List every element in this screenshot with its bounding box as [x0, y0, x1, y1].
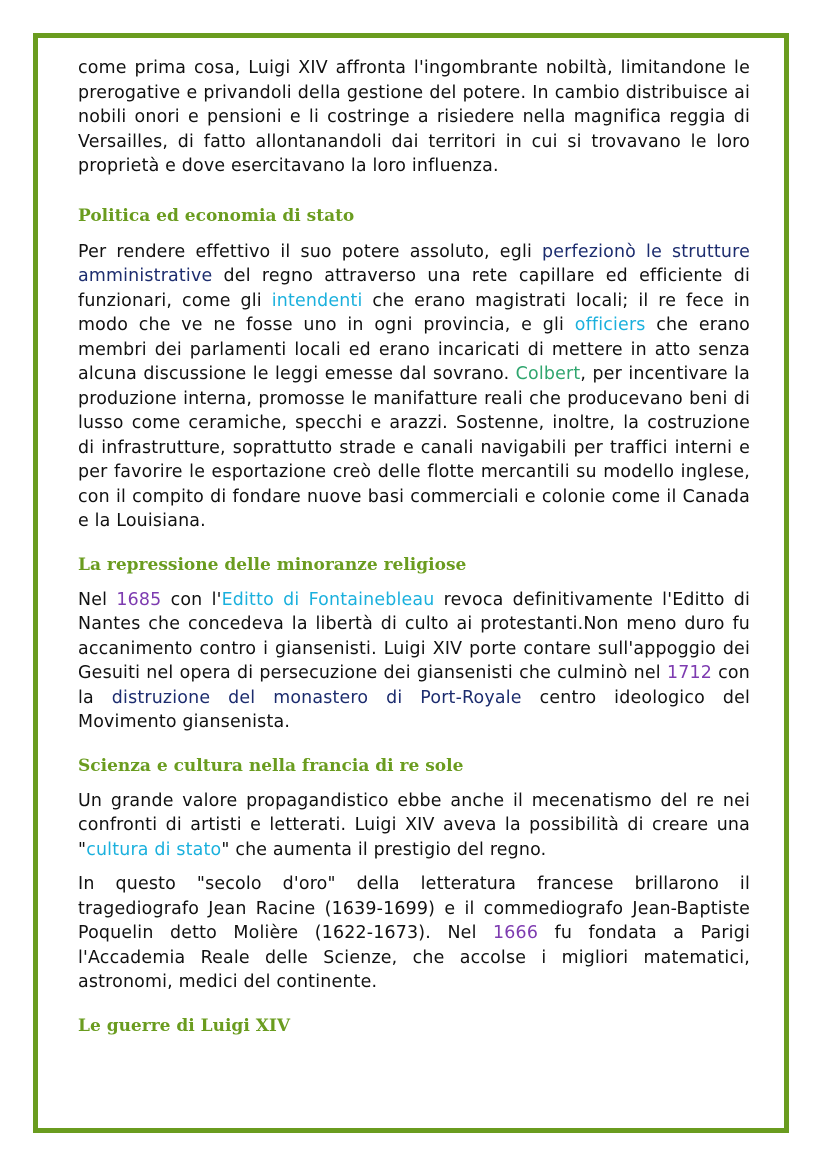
- keyword-cultura-di-stato: cultura di stato: [86, 839, 222, 860]
- heading-repressione: La repressione delle minoranze religiose: [78, 554, 467, 575]
- keyword-editto-fontainebleau: Editto di Fontainebleau: [221, 589, 435, 610]
- keyword-intendenti: intendenti: [271, 290, 363, 311]
- paragraph-secolo-oro: In questo "secolo d'oro" della letteratura francese brillarono il tragediografo Jean Racine (1639-1699) e il commediografo Jean-Baptiste Poquelin detto Molière (1622-1673). Nel 1666 fu fondata a Parigi l'Accademia Reale delle Scienze, che accolse i migliori matematici, astronomi, medici del continente.: [78, 874, 750, 992]
- keyword-1666: 1666: [493, 923, 539, 943]
- heading-guerre: Le guerre di Luigi XIV: [78, 1015, 291, 1036]
- paragraph-politica: Per rendere effettivo il suo potere assoluto, egli perfezionò le strutture amministrative del regno attraverso una rete capillare ed efficiente di funzionari, come gli intendenti che erano magistrati locali; il re fece in modo che ve ne fosse uno in ogni provincia, e gli officiers che erano membri dei parlamenti locali ed erano incaricati di mettere in atto senza alcuna discussione le leggi emesse dal sovrano. Colbert, per incentivare la produzione interna, promosse le manifatture reali che producevano beni di lusso come ceramiche, specchi e arazzi. Sostenne, inoltre, la costruzione di infrastrutture, soprattutto strade e canali navigabili per traffici interni e per favorire le esportazione creò delle flotte mercantili su modello inglese, con il compito di fondare nuove basi commerciali e colonie come il Canada e la Louisiana.: [78, 241, 751, 531]
- keyword-1685: 1685: [116, 589, 162, 610]
- document-body: [78, 56, 750, 1037]
- paragraph-repressione: Nel 1685 con l'Editto di Fontainebleau revoca definitivamente l'Editto di Nantes che concedeva la libertà di culto ai protestanti.Non meno duro fu accanimento contro i giansenisti. Luigi XIV porte contare sull'appoggio dei Gesuiti nel opera di persecuzione dei giansenisti che culminò nel 1712 con la distruzione del monastero di Port-Royale centro ideologico del Movimento giansenista.: [78, 589, 751, 732]
- paragraph-nobility: come prima cosa, Luigi XIV affronta l'ingombrante nobiltà, limitandone le prerogative e privandoli della gestione del potere. In cambio distribuisce ai nobili onori e pensioni e li costringe a risiedere nella magnifica reggia di Versailles, di fatto allontanandoli dai territori in cui si trovavano le loro proprietà e dove esercitavano la loro influenza.: [78, 58, 750, 176]
- keyword-strutture: perfezionò le strutture amministrative: [78, 241, 750, 286]
- heading-politica: Politica ed economia di stato: [78, 205, 355, 226]
- keyword-1712: 1712: [666, 663, 712, 683]
- paragraph-mecenatismo: Un grande valore propagandistico ebbe anche il mecenatismo del re nei confronti di artisti e letterati. Luigi XIV aveva la possibilità di creare una "cultura di stato" che aumenta il prestigio del regno.: [78, 790, 750, 860]
- heading-scienza: Scienza e cultura nella francia di re sole: [78, 755, 464, 776]
- keyword-port-royale: distruzione del monastero di Port-Royale: [111, 687, 522, 708]
- keyword-colbert: Colbert: [515, 364, 581, 384]
- keyword-officiers: officiers: [574, 315, 646, 335]
